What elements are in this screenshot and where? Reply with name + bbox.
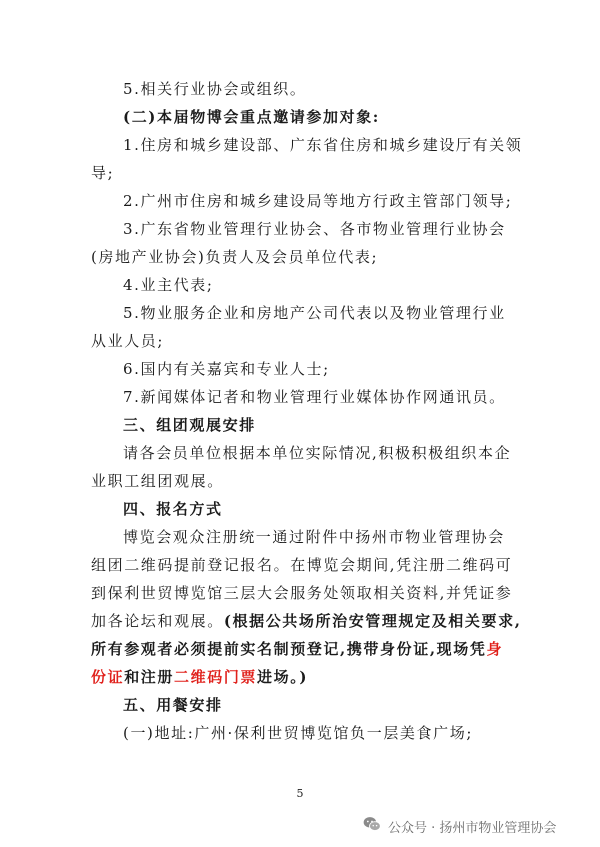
section-heading: (二)本届物博会重点邀请参加对象: [123, 108, 380, 126]
watermark [362, 815, 556, 837]
paragraph-line: 业职工组团观展。 [91, 472, 224, 490]
highlight-text: 身 [486, 640, 504, 658]
list-item: 7.新闻媒体记者和物业管理行业媒体协作网通讯员。 [123, 388, 506, 406]
bold-notice-line [91, 639, 511, 659]
wechat-icon [362, 814, 382, 838]
paragraph-line: 到保利世贸博览馆三层大会服务处领取相关资料,并凭证参 [91, 584, 513, 602]
list-item: 5.物业服务企业和房地产公司代表以及物业管理行业 [123, 304, 506, 322]
section-heading: 三、组团观展安排 [123, 416, 256, 434]
bold-notice: 和注册 [124, 668, 175, 686]
list-item: 5.相关行业协会或组织。 [123, 80, 307, 98]
list-item: 6.国内有关嘉宾和专业人士; [123, 360, 330, 378]
paragraph-line: 博览会观众注册统一通过附件中扬州市物业管理协会 [123, 528, 505, 546]
list-item-continued: (房地产业协会)负责人及会员单位代表; [91, 248, 379, 266]
list-item-continued: 从业人员; [91, 332, 165, 350]
page-number: 5 [296, 787, 304, 800]
paragraph-line [91, 611, 522, 631]
paragraph-line: 请各会员单位根据本单位实际情况,积极积极组织本企 [123, 444, 512, 462]
highlight-text: 份证 [91, 668, 125, 686]
watermark-text: 公众号 · 扬州市物业管理协会 [388, 820, 557, 836]
bold-notice: 所有参观者必须提前实名制预登记,携带身份证,现场凭 [91, 640, 487, 658]
section-heading: 四、报名方式 [123, 500, 223, 518]
list-item: 4.业主代表; [123, 276, 214, 294]
highlight-text: 二维码门票 [174, 668, 258, 686]
bold-notice-line [91, 667, 511, 687]
list-item: 1.住房和城乡建设部、广东省住房和城乡建设厅有关领 [123, 136, 523, 154]
paragraph-text: 加各论坛和观展。 [91, 612, 224, 630]
bold-notice: (根据公共场所治安管理规定及相关要求, [223, 612, 522, 630]
list-item: 2.广州市住房和城乡建设局等地方行政主管部门领导; [123, 192, 513, 210]
list-item: 3.广东省物业管理行业协会、各市物业管理行业协会 [123, 220, 506, 238]
paragraph-line: 组团二维码提前登记报名。在博览会期间,凭注册二维码可 [91, 556, 513, 574]
bold-notice: 进场。) [257, 668, 309, 686]
section-heading: 五、用餐安排 [123, 696, 223, 714]
paragraph-line: (一)地址:广州·保利世贸博览馆负一层美食广场; [123, 724, 473, 742]
list-item-continued: 导; [91, 164, 115, 182]
